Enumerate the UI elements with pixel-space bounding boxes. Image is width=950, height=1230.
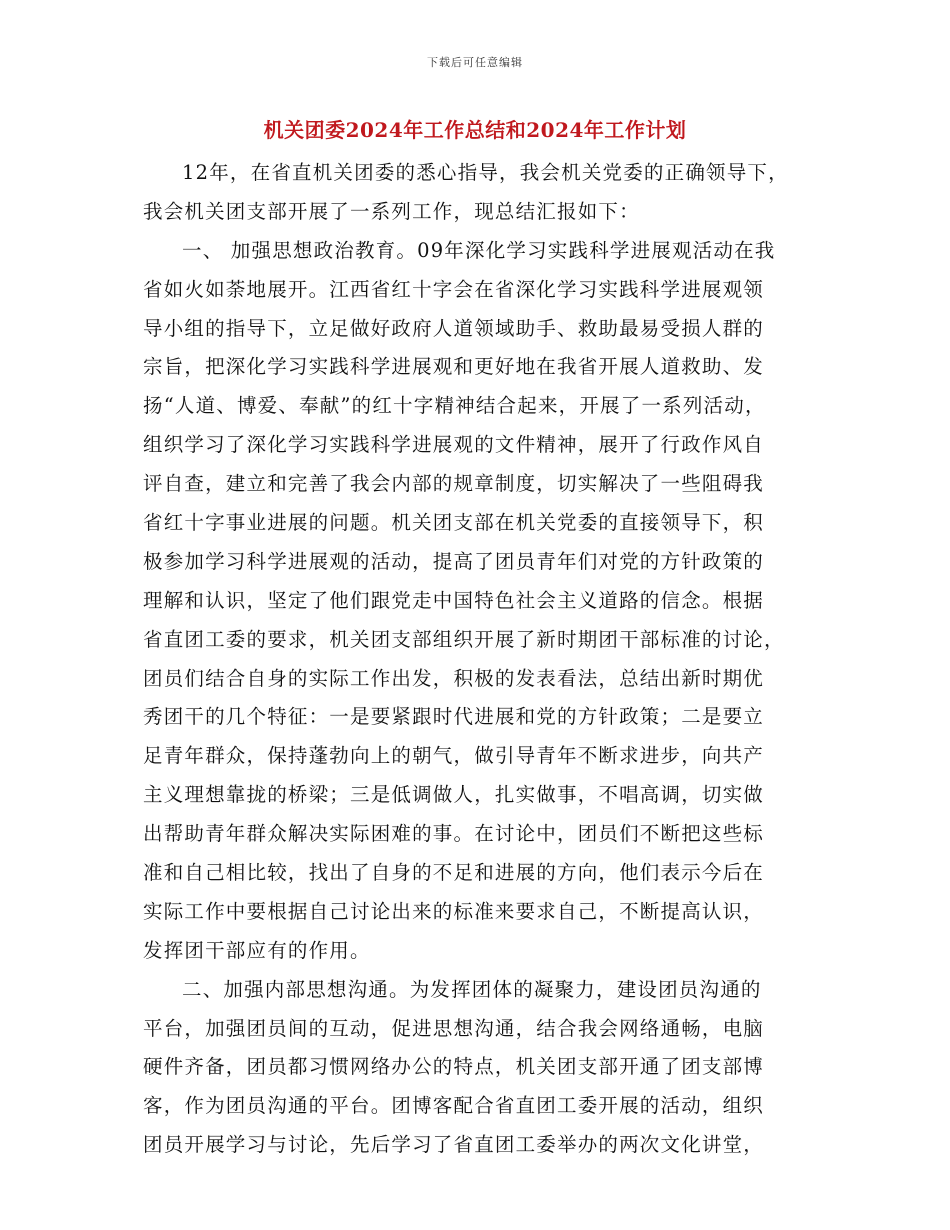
paragraph-line: 团员们结合自身的实际工作出发，积极的发表看法，总结出新时期优 <box>143 666 765 690</box>
paragraph-line: 理解和认识，坚定了他们跟党走中国特色社会主义道路的信念。根据 <box>143 588 765 612</box>
paragraph-line: 省红十字事业进展的问题。机关团支部在机关党委的直接领导下，积 <box>143 511 765 535</box>
paragraph-line: 团员开展学习与讨论，先后学习了省直团工委举办的两次文化讲堂， <box>143 1133 765 1157</box>
paragraph-line: 极参加学习科学进展观的活动，提高了团员青年们对党的方针政策的 <box>143 549 765 573</box>
paragraph-line: 硬件齐备，团员都习惯网络办公的特点，机关团支部开通了团支部博 <box>143 1055 765 1079</box>
paragraph-line: 一、 加强思想政治教育。09年深化学习实践科学进展观活动在我 <box>182 238 776 262</box>
paragraph-line: 准和自己相比较，找出了自身的不足和进展的方向，他们表示今后在 <box>143 861 765 885</box>
document-body <box>143 154 815 1165</box>
paragraph-line: 实际工作中要根据自己讨论出来的标准来要求自己，不断提高认识， <box>143 899 765 923</box>
paragraph-line: 平台，加强团员间的互动，促进思想沟通，结合我会网络通畅，电脑 <box>143 1016 765 1040</box>
paragraph-line: 发挥团干部应有的作用。 <box>143 938 371 962</box>
paragraph-line: 足青年群众，保持蓬勃向上的朝气，做引导青年不断求进步，向共产 <box>143 744 765 768</box>
paragraph-line: 客，作为团员沟通的平台。团博客配合省直团工委开展的活动，组织 <box>143 1094 765 1118</box>
paragraph-line: 我会机关团支部开展了一系列工作，现总结汇报如下： <box>143 199 640 223</box>
document-title: 机关团委2024年工作总结和2024年工作计划 <box>263 118 687 142</box>
paragraph-line: 扬“人道、博爱、奉献”的红十字精神结合起来，开展了一系列活动， <box>143 394 766 418</box>
paragraph-line: 12年，在省直机关团委的悉心指导，我会机关党委的正确领导下， <box>182 161 789 184</box>
paragraph-line: 导小组的指导下，立足做好政府人道领域助手、救助最易受损人群的 <box>143 316 765 340</box>
paragraph-line: 出帮助青年群众解决实际困难的事。在讨论中，团员们不断把这些标 <box>143 822 765 846</box>
paragraph-line: 主义理想靠拢的桥梁；三是低调做人，扎实做事，不唱高调，切实做 <box>143 783 765 807</box>
paragraph-line: 秀团干的几个特征：一是要紧跟时代进展和党的方针政策；二是要立 <box>143 705 765 729</box>
paragraph-line: 省直团工委的要求，机关团支部组织开展了新时期团干部标准的讨论， <box>143 627 785 651</box>
paragraph-line: 宗旨，把深化学习实践科学进展观和更好地在我省开展人道救助、发 <box>143 355 765 379</box>
paragraph-line: 组织学习了深化学习实践科学进展观的文件精神，展开了行政作风自 <box>143 433 765 457</box>
paragraph-line: 评自查，建立和完善了我会内部的规章制度，切实解决了一些阻碍我 <box>143 472 765 496</box>
header-note: 下载后可任意编辑 <box>427 56 523 69</box>
paragraph-line: 省如火如荼地展开。江西省红十字会在省深化学习实践科学进展观领 <box>143 277 765 301</box>
paragraph-line: 二、加强内部思想沟通。为发挥团体的凝聚力，建设团员沟通的 <box>182 977 762 1001</box>
